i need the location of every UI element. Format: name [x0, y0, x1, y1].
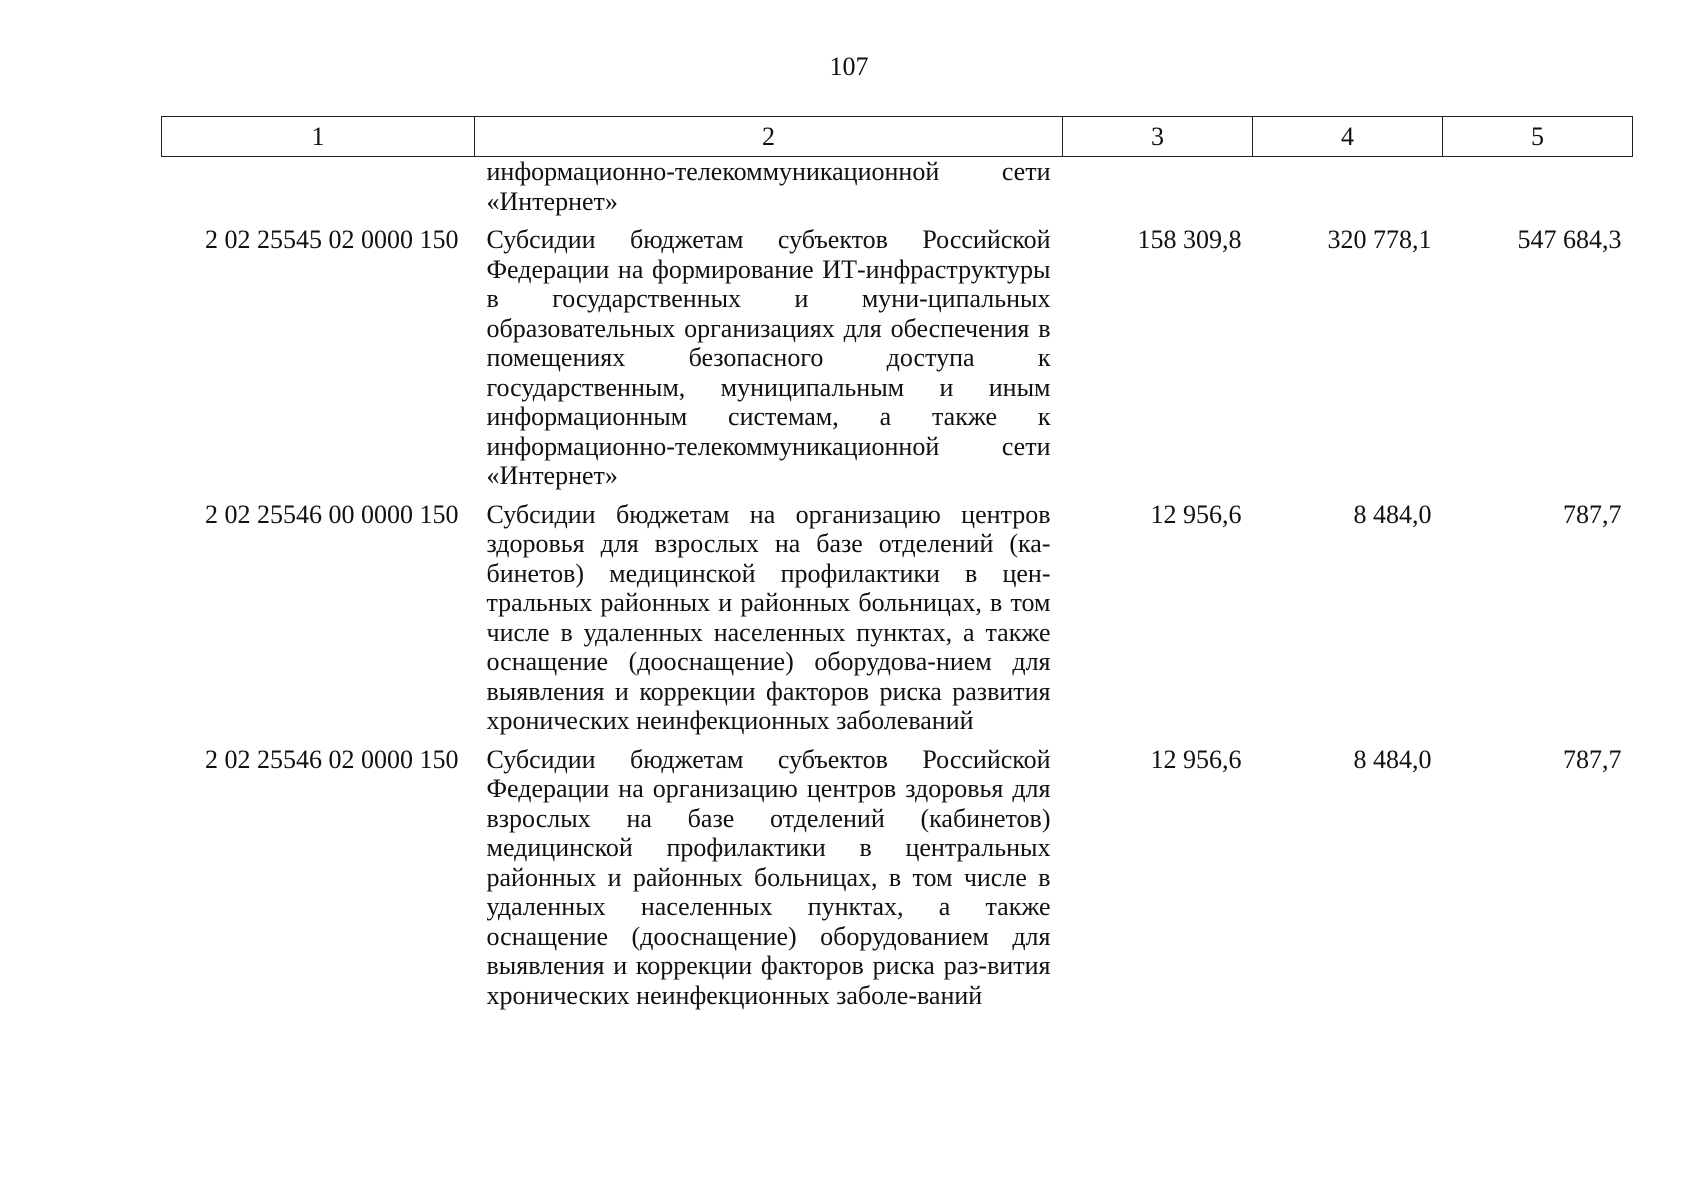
budget-table	[161, 116, 1633, 1019]
row-value-col5: 547 684,3	[1517, 225, 1622, 254]
row-value-col3	[1063, 157, 1253, 226]
table-row	[162, 500, 1633, 745]
row-description: Субсидии бюджетам субъектов Российской Федерации на организацию центров здоровья для взрослых на базе отделений (кабинетов) медицинской профилактики в центральных районных и районных больницах, в том числе в удаленных населенных пунктах, а также оснащение (дооснащение) оборудованием для выявления и коррекции факторов риска раз-вития хронических неинфекционных заболе-ваний	[486, 744, 1051, 1010]
column-header-1: 1	[162, 117, 475, 157]
row-value-col3: 12 956,6	[1150, 499, 1242, 529]
row-code	[162, 157, 475, 226]
row-value-col5	[1443, 157, 1633, 226]
column-header-4: 4	[1253, 117, 1443, 157]
table-header	[162, 117, 1633, 157]
row-value-col5: 787,7	[1563, 744, 1622, 774]
column-header-5: 5	[1443, 117, 1633, 157]
row-code: 2 02 25546 00 0000 150	[205, 499, 459, 529]
row-value-col4	[1253, 157, 1443, 226]
budget-table-container	[161, 116, 1632, 1019]
table-row	[162, 745, 1633, 1020]
table-row	[162, 225, 1633, 500]
row-value-col4: 320 778,1	[1327, 225, 1432, 254]
column-header-2: 2	[475, 117, 1063, 157]
column-header-3: 3	[1063, 117, 1253, 157]
row-value-col3: 158 309,8	[1137, 225, 1242, 254]
row-code: 2 02 25546 02 0000 150	[205, 744, 459, 774]
row-value-col5: 787,7	[1563, 499, 1622, 529]
row-value-col4: 8 484,0	[1353, 744, 1432, 774]
row-description: информационно-телекоммуникационной сети «Интернет»	[486, 157, 1051, 216]
page-number: 107	[829, 52, 869, 81]
table-row	[162, 157, 1633, 226]
row-value-col3: 12 956,6	[1150, 744, 1242, 774]
header-row	[162, 117, 1633, 157]
row-value-col4: 8 484,0	[1353, 499, 1432, 529]
row-description: Субсидии бюджетам на организацию центров здоровья для взрослых на базе отделений (ка-бинетов) медицинской профилактики в цен-тральных районных и районных больницах, в том числе в удаленных населенных пунктах, а также оснащение (дооснащение) оборудова-нием для выявления и коррекции факторов риска развития хронических неинфекционных заболеваний	[486, 499, 1051, 735]
row-description: Субсидии бюджетам субъектов Российской Федерации на формирование ИТ-инфраструктуры в государственных и муни-ципальных образовательных организациях для обеспечения в помещениях безопасного доступа к государственным, муниципальным и иным информационным системам, а также к информационно-телекоммуникационной сети «Интернет»	[486, 225, 1051, 490]
table-body	[162, 157, 1633, 1020]
row-code: 2 02 25545 02 0000 150	[205, 225, 459, 254]
